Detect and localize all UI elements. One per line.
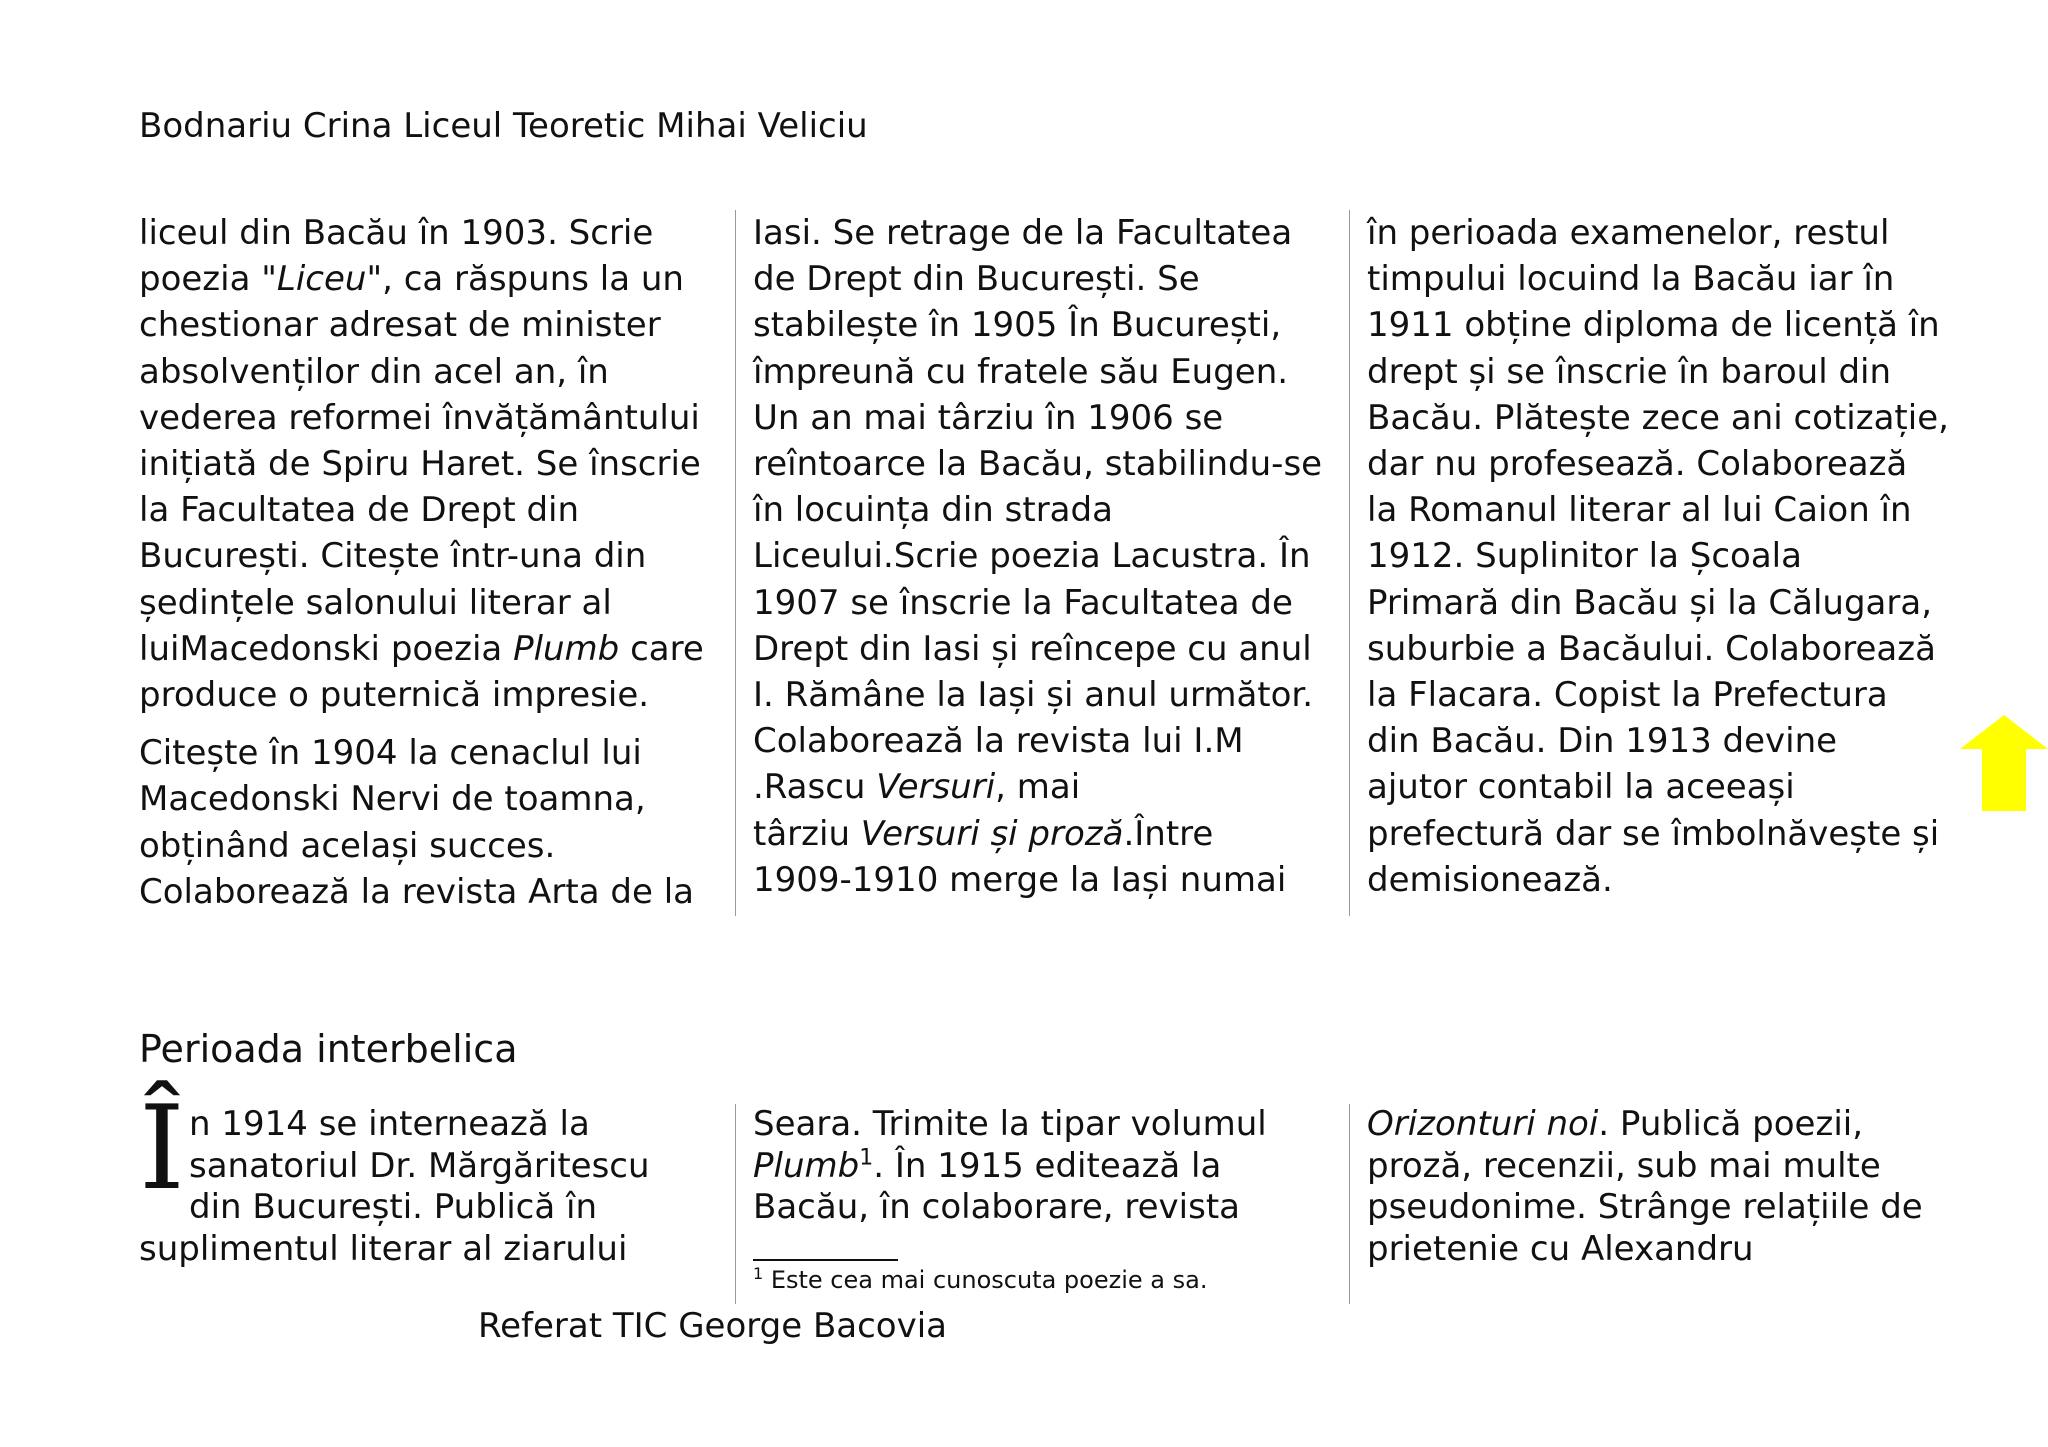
bottom-column-1	[139, 1081, 735, 1304]
text-line: poezia "Liceu", ca răspuns la un	[139, 259, 684, 300]
text-line: din Bacău. Din 1913 devine	[1367, 721, 1838, 762]
text-line: prietenie cu Alexandru	[1367, 1229, 1754, 1270]
text-line: 1911 obține diploma de licență în	[1367, 305, 1940, 346]
text-line: chestionar adresat de minister	[139, 305, 661, 346]
text-line: drept și se înscrie în baroul din	[1367, 351, 1892, 392]
footnote-reference[interactable]: 1	[859, 1145, 874, 1171]
book-title: Plumb	[753, 1145, 860, 1186]
top-columns	[139, 210, 1979, 916]
text-line: reîntoarce la Bacău, stabilindu-se	[753, 444, 1323, 485]
section-title: Perioada interbelica	[139, 1027, 518, 1071]
footnote-text: Este cea mai cunoscuta poezie a sa.	[763, 1266, 1208, 1295]
text-line: .Rascu Versuri, mai	[753, 767, 1081, 808]
text-line: produce o puternică impresie.	[139, 675, 650, 716]
text-line: târziu Versuri și proză.Între	[753, 813, 1214, 854]
top-column-2	[735, 210, 1349, 916]
text-line: împreună cu fratele său Eugen.	[753, 351, 1289, 392]
text-line: luiMacedonski poezia Plumb care	[139, 628, 704, 669]
text-line: Primară din Bacău și la Călugara,	[1367, 582, 1933, 623]
text-line: Colaborează la revista lui I.M	[753, 721, 1244, 762]
poem-title: "Liceu"	[261, 259, 383, 300]
text-line: ajutor contabil la aceeași	[1367, 767, 1795, 808]
text-line: prefectură dar se îmbolnăvește și	[1367, 813, 1940, 854]
text-line: Colaborează la revista Arta de la	[139, 871, 694, 912]
text-line: timpului locuind la Bacău iar în	[1367, 259, 1895, 300]
top-column-1	[139, 210, 735, 916]
arrow-up-shape	[1960, 715, 2048, 811]
text-line: absolvenților din acel an, în	[139, 351, 609, 392]
paragraph	[139, 210, 727, 718]
text-line: Drept din Iasi și reîncepe cu anul	[753, 628, 1312, 669]
text-line: demisionează.	[1367, 859, 1613, 900]
arrow-up-icon	[1960, 715, 2048, 811]
drop-cap: Î	[139, 1081, 185, 1216]
paragraph	[139, 730, 727, 915]
paragraph	[1367, 210, 1979, 903]
book-title: Versuri	[876, 767, 996, 808]
text-line: sanatoriul Dr. Mărgăritescu	[189, 1145, 650, 1186]
book-title: Orizonturi noi	[1367, 1104, 1599, 1144]
text-line: la Flacara. Copist la Prefectura	[1367, 675, 1888, 716]
text-line: suplimentul literar al ziarului	[139, 1229, 628, 1270]
text-line: din București. Publică în	[189, 1187, 598, 1228]
text-line: I. Rămâne la Iași și anul următor.	[753, 675, 1314, 716]
text-line: Seara. Trimite la tipar volumul	[753, 1104, 1267, 1144]
text-line: 1907 se înscrie la Facultatea de	[753, 582, 1293, 623]
text-line: de Drept din București. Se	[753, 259, 1200, 300]
text-line: Plumb$^1$. În 1915 editează la	[753, 1145, 1222, 1186]
page-header: Bodnariu Crina Liceul Teoretic Mihai Veliciu	[139, 106, 868, 146]
text-line: obținând același succes.	[139, 825, 556, 866]
text-line: Citește în 1904 la cenaclul lui	[139, 733, 642, 774]
text-line: 1909-1910 merge la Iași numai	[753, 859, 1287, 900]
text-line: liceul din Bacău în 1903. Scrie	[139, 213, 654, 253]
text-line: Un an mai târziu în 1906 se	[753, 397, 1224, 438]
text-line: proză, recenzii, sub mai multe	[1367, 1145, 1881, 1186]
footnote	[753, 1265, 1341, 1295]
text-line: ședințele salonului literar al	[139, 582, 612, 623]
text-line: stabilește în 1905 În București,	[753, 305, 1282, 346]
page-footer: Referat TIC George Bacovia	[478, 1306, 948, 1346]
book-title: Versuri și proză	[860, 813, 1124, 854]
text-line: Bacău, în colaborare, revista	[753, 1187, 1240, 1228]
text-line: în perioada examenelor, restul	[1367, 213, 1890, 253]
bottom-columns	[139, 1081, 1979, 1304]
text-line: la Romanul literar al lui Caion în	[1367, 490, 1912, 531]
poem-title: Plumb	[513, 628, 620, 669]
paragraph	[753, 210, 1341, 903]
text-line: 1912. Suplinitor la Școala	[1367, 536, 1802, 577]
text-line: suburbie a Bacăului. Colaborează	[1367, 628, 1936, 669]
text-line: vederea reformei învățământului	[139, 397, 700, 438]
text-line: Bacău. Plătește zece ani cotizație,	[1367, 397, 1949, 438]
text-line: n 1914 se internează la	[189, 1104, 590, 1144]
text-line: Liceului.Scrie poezia Lacustra. În	[753, 536, 1311, 577]
text-line: Macedonski Nervi de toamna,	[139, 779, 646, 820]
footnote-mark: 1	[753, 1264, 764, 1284]
text-line: inițiată de Spiru Haret. Se înscrie	[139, 444, 701, 485]
text-line: Iasi. Se retrage de la Facultatea	[753, 213, 1293, 253]
text-line: în locuința din strada	[753, 490, 1113, 531]
bottom-column-3	[1349, 1104, 1979, 1304]
top-column-3	[1349, 210, 1979, 916]
bottom-column-2	[735, 1104, 1349, 1304]
text-line: la Facultatea de Drept din	[139, 490, 580, 531]
footnote-separator	[753, 1259, 898, 1261]
text-line: pseudonime. Strânge relațiile de	[1367, 1187, 1923, 1228]
text-line: dar nu profesează. Colaborează	[1367, 444, 1908, 485]
text-line: București. Citește într-una din	[139, 536, 647, 577]
text-line: Orizonturi noi. Publică poezii,	[1367, 1104, 1864, 1144]
